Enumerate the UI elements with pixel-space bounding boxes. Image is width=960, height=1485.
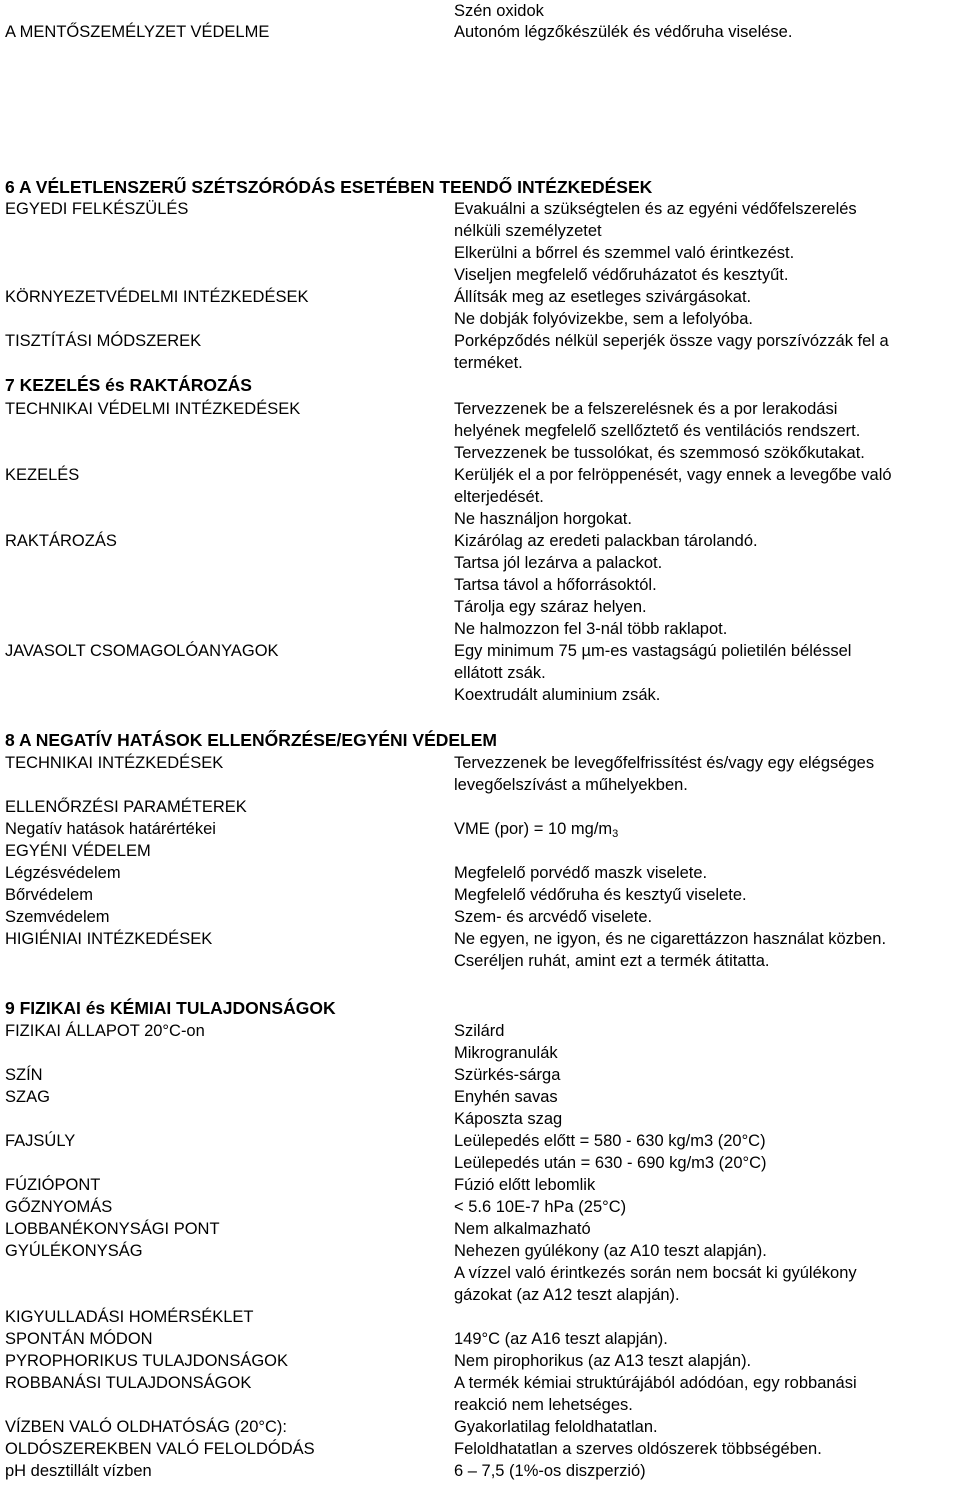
s9-value: Feloldhatatlan a szerves oldószerek többségében. xyxy=(454,1440,822,1458)
s7-value: Ne használjon horgokat. xyxy=(454,510,632,528)
s8-label: Negatív hatások határértékei xyxy=(5,820,216,838)
s7-value: Kerüljék el a por felröppenését, vagy ennek a levegőbe való xyxy=(454,466,892,484)
s9-value: 149°C (az A16 teszt alapján). xyxy=(454,1330,668,1348)
s7-value: Egy minimum 75 µm-es vastagságú polietilén béléssel xyxy=(454,642,852,660)
s8-value: Megfelelő védőruha és kesztyű viselete. xyxy=(454,886,747,904)
s6-value: Állítsák meg az esetleges szivárgásokat. xyxy=(454,288,752,306)
s6-value: Elkerülni a bőrrel és szemmel való érintkezést. xyxy=(454,244,795,262)
s9-value: gázokat (az A12 teszt alapján). xyxy=(454,1286,680,1304)
s8-label: Légzésvédelem xyxy=(5,864,121,882)
s6-value: Porképződés nélkül seperjék össze vagy porszívózzák fel a xyxy=(454,332,889,350)
s6-value: terméket. xyxy=(454,354,523,372)
s9-label: KIGYULLADÁSI HOMÉRSÉKLET xyxy=(5,1308,254,1326)
s9-label: pH desztillált vízben xyxy=(5,1462,152,1480)
s9-value: reakció nem lehetséges. xyxy=(454,1396,633,1414)
section-6-title: 6 A VÉLETLENSZERŰ SZÉTSZÓRÓDÁS ESETÉBEN TEENDŐ INTÉZKEDÉSEK xyxy=(5,177,653,197)
s7-value: Tartsa távol a hőforrásoktól. xyxy=(454,576,657,594)
s7-value: Tartsa jól lezárva a palackot. xyxy=(454,554,663,572)
s8-value: Ne egyen, ne igyon, és ne cigarettázzon használat közben. xyxy=(454,930,887,948)
s9-label: SPONTÁN MÓDON xyxy=(5,1330,153,1348)
s6-label: EGYEDI FELKÉSZÜLÉS xyxy=(5,200,189,218)
s8-vme-unit-sub: 3 xyxy=(612,828,619,840)
s9-value: A termék kémiai struktúrájából adódóan, egy robbanási xyxy=(454,1374,857,1392)
s7-label: TECHNIKAI VÉDELMI INTÉZKEDÉSEK xyxy=(5,400,301,418)
s7-value: Kizárólag az eredeti palackban tárolandó. xyxy=(454,532,758,550)
s7-label: RAKTÁROZÁS xyxy=(5,532,117,550)
s9-value: A vízzel való érintkezés során nem bocsát ki gyúlékony xyxy=(454,1264,857,1282)
s9-value: Nehezen gyúlékony (az A10 teszt alapján). xyxy=(454,1242,767,1260)
s7-value: Ne halmozzon fel 3-nál több raklapot. xyxy=(454,620,728,638)
s8-value: Megfelelő porvédő maszk viselete. xyxy=(454,864,708,882)
s8-label: EGYÉNI VÉDELEM xyxy=(5,842,151,860)
s9-value: Káposzta szag xyxy=(454,1110,563,1128)
s9-label: LOBBANÉKONYSÁGI PONT xyxy=(5,1220,220,1238)
s9-value: Leülepedés után = 630 - 690 kg/m3 (20°C) xyxy=(454,1154,767,1172)
s8-label: HIGIÉNIAI INTÉZKEDÉSEK xyxy=(5,930,213,948)
s6-label: TISZTÍTÁSI MÓDSZEREK xyxy=(5,332,202,350)
s9-value: Szilárd xyxy=(454,1022,505,1040)
s9-value: Enyhén savas xyxy=(454,1088,558,1106)
s9-label: OLDÓSZEREKBEN VALÓ FELOLDÓDÁS xyxy=(5,1440,315,1458)
s9-label: FÚZIÓPONT xyxy=(5,1176,101,1194)
s9-label: ROBBANÁSI TULAJDONSÁGOK xyxy=(5,1374,252,1392)
section-7-title: 7 KEZELÉS és RAKTÁROZÁS xyxy=(5,375,252,395)
s9-label: SZAG xyxy=(5,1088,50,1106)
s7-value: ellátott zsák. xyxy=(454,664,546,682)
top-left-label: A MENTŐSZEMÉLYZET VÉDELME xyxy=(5,23,270,41)
s8-vme-text: VME (por) = 10 mg/m xyxy=(454,820,613,838)
s7-value: Tervezzenek be tussolókat, és szemmosó szökőkutakat. xyxy=(454,444,865,462)
top-right-line-1: Szén oxidok xyxy=(454,2,544,20)
s8-value: Tervezzenek be levegőfelfrissítést és/vagy egy elégséges xyxy=(454,754,875,772)
s8-label: ELLENŐRZÉSI PARAMÉTEREK xyxy=(5,798,247,816)
s7-value: helyének megfelelő szellőztető és ventilációs rendszert. xyxy=(454,422,861,440)
s8-label: TECHNIKAI INTÉZKEDÉSEK xyxy=(5,754,224,772)
s6-value: Ne dobják folyóvizekbe, sem a lefolyóba. xyxy=(454,310,753,328)
s9-value: Fúzió előtt lebomlik xyxy=(454,1176,596,1194)
s9-label: GŐZNYOMÁS xyxy=(5,1198,113,1216)
s9-value: Szürkés-sárga xyxy=(454,1066,561,1084)
s9-label: FIZIKAI ÁLLAPOT 20°C-on xyxy=(5,1022,205,1040)
s9-label: PYROPHORIKUS TULAJDONSÁGOK xyxy=(5,1352,289,1370)
s6-value: nélküli személyzetet xyxy=(454,222,602,240)
s6-label: KÖRNYEZETVÉDELMI INTÉZKEDÉSEK xyxy=(5,288,309,306)
s9-value: < 5.6 10E-7 hPa (25°C) xyxy=(454,1198,627,1216)
s6-value: Viseljen megfelelő védőruházatot és kesztyűt. xyxy=(454,266,789,284)
s9-label: SZÍN xyxy=(5,1066,43,1084)
s7-label: KEZELÉS xyxy=(5,466,80,484)
s9-value: Nem pirophorikus (az A13 teszt alapján). xyxy=(454,1352,752,1370)
s7-value: elterjedését. xyxy=(454,488,544,506)
s7-value: Tervezzenek be a felszerelésnek és a por lerakodási xyxy=(454,400,838,418)
s9-value: Nem alkalmazható xyxy=(454,1220,591,1238)
s7-value: Koextrudált aluminium zsák. xyxy=(454,686,661,704)
s9-value: 6 – 7,5 (1%-os diszperzió) xyxy=(454,1462,646,1480)
s8-label: Szemvédelem xyxy=(5,908,110,926)
s8-value: Cseréljen ruhát, amint ezt a termék átitatta. xyxy=(454,952,770,970)
s8-value: levegőelszívást a műhelyekben. xyxy=(454,776,688,794)
s9-label: GYÚLÉKONYSÁG xyxy=(5,1242,143,1260)
s9-value: Gyakorlatilag feloldhatatlan. xyxy=(454,1418,658,1436)
top-right-line-2: Autonóm légzőkészülék és védőruha viselése. xyxy=(454,23,793,41)
s8-label: Bőrvédelem xyxy=(5,886,94,904)
s8-value xyxy=(454,818,618,845)
s8-value: Szem- és arcvédő viselete. xyxy=(454,908,653,926)
s9-label: VÍZBEN VALÓ OLDHATÓSÁG (20°C): xyxy=(5,1418,287,1436)
s9-value: Mikrogranulák xyxy=(454,1044,558,1062)
s9-value: Leülepedés előtt = 580 - 630 kg/m3 (20°C) xyxy=(454,1132,766,1150)
s7-label: JAVASOLT CSOMAGOLÓANYAGOK xyxy=(5,642,279,660)
s9-label: FAJSÚLY xyxy=(5,1132,76,1150)
s7-value: Tárolja egy száraz helyen. xyxy=(454,598,647,616)
s6-value: Evakuálni a szükségtelen és az egyéni védőfelszerelés xyxy=(454,200,857,218)
section-8-title: 8 A NEGATÍV HATÁSOK ELLENŐRZÉSE/EGYÉNI VÉDELEM xyxy=(5,730,497,750)
section-9-title: 9 FIZIKAI és KÉMIAI TULAJDONSÁGOK xyxy=(5,998,336,1018)
